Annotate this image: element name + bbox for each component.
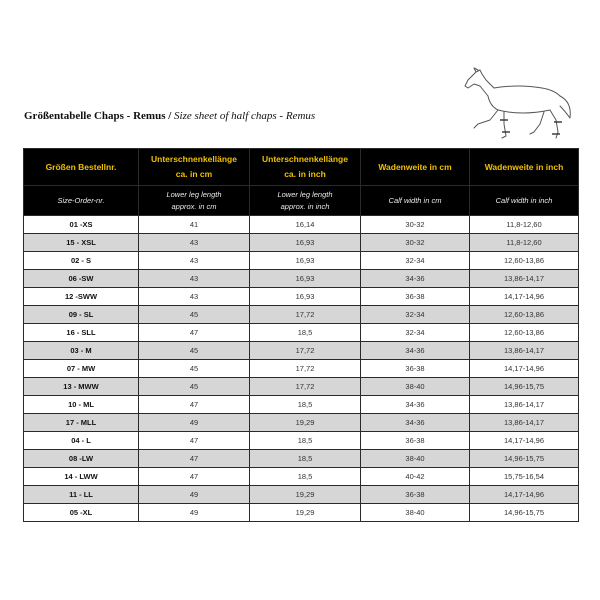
cell-calf-width-cm: 32-34 bbox=[361, 252, 470, 270]
cell-lower-leg-length-cm: 45 bbox=[139, 306, 250, 324]
cell-size-order-nr: 06 -SW bbox=[24, 270, 139, 288]
table-row bbox=[24, 396, 579, 414]
header-calf-width-cm bbox=[361, 149, 470, 186]
subheader-lower-leg-length-cm bbox=[139, 186, 250, 216]
cell-calf-width-cm: 36-38 bbox=[361, 432, 470, 450]
cell-calf-width-cm: 34-36 bbox=[361, 396, 470, 414]
cell-lower-leg-length-inch: 19,29 bbox=[250, 486, 361, 504]
cell-size-order-nr: 04 - L bbox=[24, 432, 139, 450]
header-text: ca. in inch bbox=[284, 169, 326, 179]
cell-calf-width-cm: 36-38 bbox=[361, 486, 470, 504]
table-row bbox=[24, 270, 579, 288]
header-text: Calf width in cm bbox=[388, 195, 442, 205]
subheader-lower-leg-length-inch bbox=[250, 186, 361, 216]
header-text: Lower leg length bbox=[166, 189, 222, 199]
header-text: Größen Bestellnr. bbox=[45, 161, 117, 172]
table-row bbox=[24, 216, 579, 234]
header-text: ca. in cm bbox=[175, 169, 213, 179]
cell-lower-leg-length-inch: 18,5 bbox=[250, 396, 361, 414]
cell-calf-width-inch: 15,75-16,54 bbox=[470, 468, 579, 486]
cell-calf-width-inch: 13,86-14,17 bbox=[470, 270, 579, 288]
cell-size-order-nr: 02 - S bbox=[24, 252, 139, 270]
cell-calf-width-inch: 11,8-12,60 bbox=[470, 216, 579, 234]
cell-size-order-nr: 05 -XL bbox=[24, 504, 139, 522]
cell-lower-leg-length-inch: 17,72 bbox=[250, 306, 361, 324]
cell-calf-width-cm: 30-32 bbox=[361, 216, 470, 234]
cell-lower-leg-length-cm: 43 bbox=[139, 288, 250, 306]
header-text: Unterschnenkellänge bbox=[262, 154, 348, 164]
cell-lower-leg-length-inch: 16,93 bbox=[250, 270, 361, 288]
title-german: Größentabelle Chaps - Remus / bbox=[24, 110, 172, 122]
table-row bbox=[24, 414, 579, 432]
cell-lower-leg-length-inch: 18,5 bbox=[250, 450, 361, 468]
cell-calf-width-inch: 12,60-13,86 bbox=[470, 324, 579, 342]
cell-calf-width-inch: 14,17-14,96 bbox=[470, 288, 579, 306]
cell-lower-leg-length-cm: 41 bbox=[139, 216, 250, 234]
header-text: approx. in inch bbox=[280, 201, 330, 211]
table-row bbox=[24, 288, 579, 306]
cell-lower-leg-length-cm: 43 bbox=[139, 270, 250, 288]
table-row bbox=[24, 324, 579, 342]
cell-size-order-nr: 01 -XS bbox=[24, 216, 139, 234]
cell-lower-leg-length-cm: 47 bbox=[139, 468, 250, 486]
table-row bbox=[24, 432, 579, 450]
cell-lower-leg-length-cm: 49 bbox=[139, 414, 250, 432]
cell-lower-leg-length-cm: 45 bbox=[139, 342, 250, 360]
cell-calf-width-inch: 14,17-14,96 bbox=[470, 486, 579, 504]
cell-calf-width-inch: 13,86-14,17 bbox=[470, 342, 579, 360]
cell-calf-width-inch: 14,96-15,75 bbox=[470, 450, 579, 468]
cell-calf-width-inch: 14,17-14,96 bbox=[470, 360, 579, 378]
cell-calf-width-cm: 32-34 bbox=[361, 324, 470, 342]
cell-lower-leg-length-inch: 16,14 bbox=[250, 216, 361, 234]
header-text: approx. in cm bbox=[171, 201, 217, 211]
header-text: Calf width in inch bbox=[495, 195, 553, 205]
cell-lower-leg-length-cm: 43 bbox=[139, 234, 250, 252]
cell-calf-width-cm: 38-40 bbox=[361, 450, 470, 468]
cell-lower-leg-length-inch: 18,5 bbox=[250, 324, 361, 342]
cell-lower-leg-length-cm: 49 bbox=[139, 504, 250, 522]
cell-lower-leg-length-inch: 19,29 bbox=[250, 504, 361, 522]
cell-lower-leg-length-cm: 43 bbox=[139, 252, 250, 270]
cell-calf-width-inch: 13,86-14,17 bbox=[470, 414, 579, 432]
horse-leg-diagram-icon bbox=[460, 62, 576, 142]
header-text: Wadenweite in cm bbox=[378, 161, 452, 172]
cell-lower-leg-length-inch: 17,72 bbox=[250, 360, 361, 378]
cell-calf-width-cm: 36-38 bbox=[361, 288, 470, 306]
cell-lower-leg-length-cm: 45 bbox=[139, 378, 250, 396]
cell-size-order-nr: 15 - XSL bbox=[24, 234, 139, 252]
header-text: Wadenweite in inch bbox=[484, 161, 564, 172]
cell-size-order-nr: 12 -SWW bbox=[24, 288, 139, 306]
cell-lower-leg-length-inch: 16,93 bbox=[250, 288, 361, 306]
subheader-row bbox=[24, 186, 579, 216]
cell-calf-width-cm: 32-34 bbox=[361, 306, 470, 324]
table-row bbox=[24, 360, 579, 378]
cell-lower-leg-length-inch: 18,5 bbox=[250, 432, 361, 450]
header-text: Unterschnenkellänge bbox=[151, 154, 237, 164]
header-text: Lower leg length bbox=[277, 189, 333, 199]
table-row bbox=[24, 234, 579, 252]
cell-size-order-nr: 13 - MWW bbox=[24, 378, 139, 396]
cell-lower-leg-length-cm: 47 bbox=[139, 450, 250, 468]
cell-calf-width-cm: 34-36 bbox=[361, 414, 470, 432]
table-row bbox=[24, 504, 579, 522]
table-row bbox=[24, 486, 579, 504]
cell-lower-leg-length-inch: 18,5 bbox=[250, 468, 361, 486]
cell-calf-width-cm: 34-36 bbox=[361, 270, 470, 288]
cell-lower-leg-length-inch: 17,72 bbox=[250, 342, 361, 360]
subheader-calf-width-cm bbox=[361, 186, 470, 216]
cell-size-order-nr: 09 - SL bbox=[24, 306, 139, 324]
cell-calf-width-cm: 30-32 bbox=[361, 234, 470, 252]
cell-lower-leg-length-inch: 17,72 bbox=[250, 378, 361, 396]
cell-calf-width-inch: 14,96-15,75 bbox=[470, 504, 579, 522]
cell-lower-leg-length-inch: 16,93 bbox=[250, 252, 361, 270]
table-row bbox=[24, 252, 579, 270]
cell-calf-width-cm: 40-42 bbox=[361, 468, 470, 486]
cell-lower-leg-length-inch: 16,93 bbox=[250, 234, 361, 252]
subheader-calf-width-inch bbox=[470, 186, 579, 216]
cell-lower-leg-length-cm: 47 bbox=[139, 324, 250, 342]
subheader-size-order-nr bbox=[24, 186, 139, 216]
cell-size-order-nr: 03 - M bbox=[24, 342, 139, 360]
cell-lower-leg-length-cm: 45 bbox=[139, 360, 250, 378]
cell-calf-width-cm: 36-38 bbox=[361, 360, 470, 378]
header-row bbox=[24, 149, 579, 186]
cell-size-order-nr: 08 -LW bbox=[24, 450, 139, 468]
table-row bbox=[24, 468, 579, 486]
header-lower-leg-length-inch bbox=[250, 149, 361, 186]
title-english: Size sheet of half chaps - Remus bbox=[174, 110, 316, 122]
table-row bbox=[24, 378, 579, 396]
table-row bbox=[24, 450, 579, 468]
cell-size-order-nr: 14 - LWW bbox=[24, 468, 139, 486]
cell-calf-width-inch: 13,86-14,17 bbox=[470, 396, 579, 414]
cell-calf-width-inch: 12,60-13,86 bbox=[470, 306, 579, 324]
cell-size-order-nr: 11 - LL bbox=[24, 486, 139, 504]
cell-size-order-nr: 10 - ML bbox=[24, 396, 139, 414]
header-lower-leg-length-cm bbox=[139, 149, 250, 186]
header-text: Size-Order-nr. bbox=[57, 195, 105, 205]
cell-size-order-nr: 17 - MLL bbox=[24, 414, 139, 432]
cell-calf-width-cm: 38-40 bbox=[361, 504, 470, 522]
cell-calf-width-inch: 14,17-14,96 bbox=[470, 432, 579, 450]
table-row bbox=[24, 306, 579, 324]
cell-lower-leg-length-cm: 47 bbox=[139, 396, 250, 414]
header-calf-width-inch bbox=[470, 149, 579, 186]
page-title bbox=[24, 110, 315, 122]
cell-calf-width-inch: 14,96-15,75 bbox=[470, 378, 579, 396]
header-size-order-nr bbox=[24, 149, 139, 186]
cell-size-order-nr: 07 - MW bbox=[24, 360, 139, 378]
size-table bbox=[23, 148, 579, 522]
cell-calf-width-inch: 12,60-13,86 bbox=[470, 252, 579, 270]
cell-lower-leg-length-inch: 19,29 bbox=[250, 414, 361, 432]
cell-lower-leg-length-cm: 47 bbox=[139, 432, 250, 450]
cell-lower-leg-length-cm: 49 bbox=[139, 486, 250, 504]
cell-calf-width-cm: 38-40 bbox=[361, 378, 470, 396]
cell-calf-width-cm: 34-36 bbox=[361, 342, 470, 360]
cell-calf-width-inch: 11,8-12,60 bbox=[470, 234, 579, 252]
table-row bbox=[24, 342, 579, 360]
cell-size-order-nr: 16 - SLL bbox=[24, 324, 139, 342]
